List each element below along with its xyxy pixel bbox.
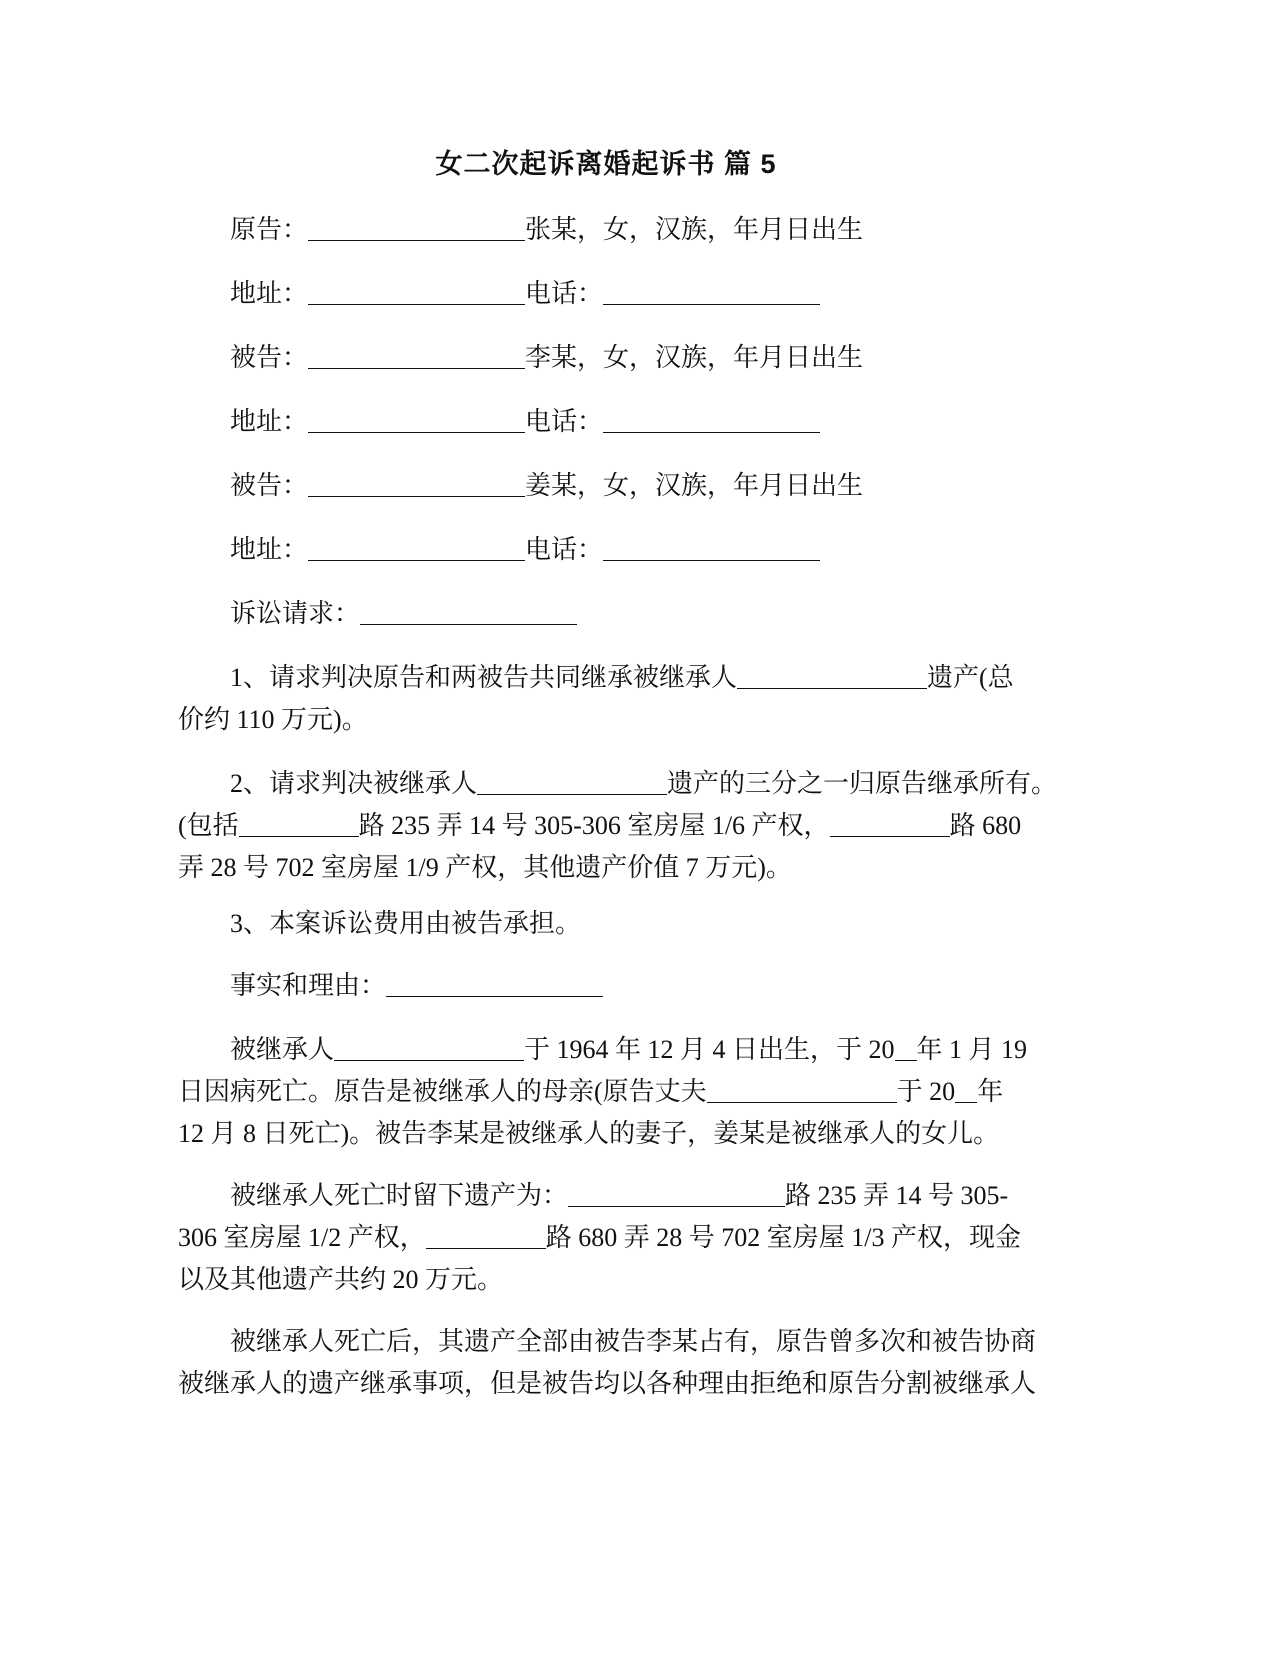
text: 年 1 月 19 — [916, 1035, 1028, 1064]
blank-field — [308, 534, 525, 561]
facts-para-2-cont — [178, 1218, 1021, 1258]
claim-2-cont: 弄 28 号 702 室房屋 1/9 产权，其他遗产价值 7 万元)。 — [178, 853, 792, 882]
blank-field — [334, 1034, 524, 1061]
text: 路 235 弄 14 号 305- — [785, 1181, 1009, 1210]
blank-field — [830, 810, 950, 837]
label: 地址： — [230, 535, 309, 564]
blank-field — [308, 406, 525, 433]
party-info: 姜某，女，汉族，年月日出生 — [525, 471, 864, 500]
blank-field — [603, 534, 820, 561]
text: 路 680 弄 28 号 702 室房屋 1/3 产权，现金 — [545, 1223, 1021, 1252]
text: (包括 — [178, 811, 239, 840]
text: 2、请求判决被继承人 — [230, 769, 478, 798]
facts-para-3-cont: 被继承人的遗产继承事项，但是被告均以各种理由拒绝和原告分割被继承人 — [178, 1369, 1037, 1398]
blank-field — [707, 1076, 897, 1103]
text: 日因病死亡。原告是被继承人的母亲(原告丈夫 — [178, 1077, 707, 1106]
label: 诉讼请求： — [230, 599, 361, 628]
label: 地址： — [230, 407, 309, 436]
address-line — [230, 530, 820, 570]
text: 于 20 — [896, 1077, 956, 1106]
text: 遗产(总 — [927, 663, 1014, 692]
facts-para-3: 被继承人死亡后，其遗产全部由被告李某占有，原告曾多次和被告协商 — [230, 1327, 1037, 1356]
label: 电话： — [525, 535, 604, 564]
text: 被继承人 — [230, 1035, 335, 1064]
blank-field — [737, 662, 927, 689]
blank-field — [603, 406, 820, 433]
facts-para-2 — [230, 1176, 1008, 1216]
text: 被继承人死亡时留下遗产为： — [230, 1181, 569, 1210]
text: 于 1964 年 12 月 4 日出生，于 20 — [524, 1035, 895, 1064]
label: 被告： — [230, 343, 309, 372]
document-title: 女二次起诉离婚起诉书 篇 5 — [435, 149, 777, 179]
facts-para-1 — [230, 1030, 1027, 1070]
claim-1-cont: 价约 110 万元)。 — [178, 705, 368, 734]
blank-field — [360, 598, 577, 625]
blank-field — [955, 1076, 977, 1103]
blank-field — [386, 970, 603, 997]
facts-para-2-cont: 以及其他遗产共约 20 万元。 — [178, 1265, 504, 1294]
text: 路 680 — [949, 811, 1022, 840]
text: 1、请求判决原告和两被告共同继承被继承人 — [230, 663, 738, 692]
text: 遗产的三分之一归原告继承所有。 — [667, 769, 1058, 798]
party-info: 李某，女，汉族，年月日出生 — [525, 343, 864, 372]
facts-para-1-cont: 12 月 8 日死亡)。被告李某是被继承人的妻子，姜某是被继承人的女儿。 — [178, 1119, 1000, 1148]
facts-heading — [230, 966, 603, 1006]
blank-field — [426, 1222, 546, 1249]
blank-field — [895, 1034, 917, 1061]
blank-field — [603, 278, 820, 305]
blank-field — [239, 810, 359, 837]
facts-para-1-cont — [178, 1072, 1003, 1112]
label: 原告： — [230, 215, 309, 244]
claims-heading — [230, 594, 577, 634]
blank-field — [308, 342, 525, 369]
text: 306 室房屋 1/2 产权， — [178, 1223, 426, 1252]
label: 地址： — [230, 279, 309, 308]
label: 被告： — [230, 471, 309, 500]
address-line — [230, 274, 820, 314]
blank-field — [308, 278, 525, 305]
defendant-line — [230, 338, 863, 378]
label: 电话： — [525, 407, 604, 436]
defendant-line — [230, 466, 863, 506]
blank-field — [308, 214, 525, 241]
text: 年 — [977, 1077, 1004, 1106]
claim-2 — [230, 764, 1057, 804]
blank-field — [568, 1180, 785, 1207]
blank-field — [477, 768, 667, 795]
claim-1 — [230, 658, 1014, 698]
plaintiff-line — [230, 210, 863, 250]
party-info: 张某，女，汉族，年月日出生 — [525, 215, 864, 244]
blank-field — [308, 470, 525, 497]
claim-3: 3、本案诉讼费用由被告承担。 — [230, 909, 582, 938]
label: 电话： — [525, 279, 604, 308]
address-line — [230, 402, 820, 442]
label: 事实和理由： — [230, 971, 387, 1000]
claim-2-cont — [178, 806, 1021, 846]
text: 路 235 弄 14 号 305-306 室房屋 1/6 产权， — [358, 811, 830, 840]
